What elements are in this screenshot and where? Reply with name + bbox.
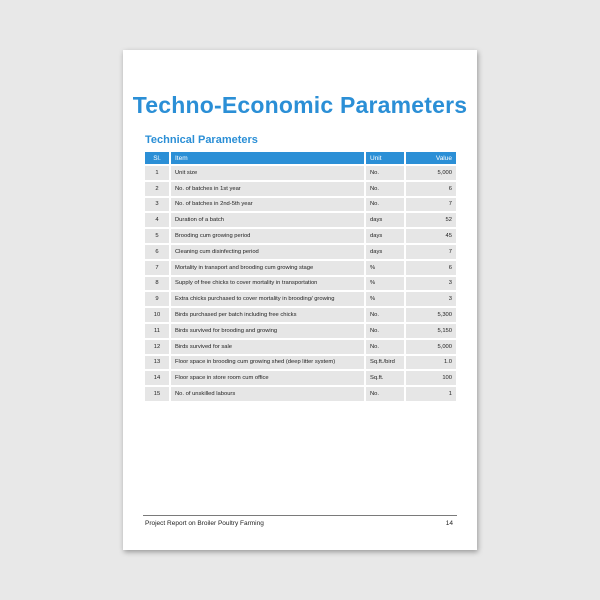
cell-value: 1 [406, 387, 456, 401]
cell-item: Mortality in transport and brooding cum growing stage [171, 261, 364, 275]
table-row [145, 356, 456, 370]
cell-unit: days [366, 229, 404, 243]
cell-item: Duration of a batch [171, 213, 364, 227]
cell-item: Cleaning cum disinfecting period [171, 245, 364, 259]
cell-value: 5,300 [406, 308, 456, 322]
cell-sl: 9 [145, 292, 169, 306]
cell-unit: % [366, 277, 404, 291]
cell-value: 7 [406, 245, 456, 259]
table-row [145, 277, 456, 291]
cell-item: Birds survived for brooding and growing [171, 324, 364, 338]
cell-value: 100 [406, 371, 456, 385]
cell-unit: No. [366, 198, 404, 212]
cell-unit: Sq.ft. [366, 371, 404, 385]
table-row [145, 371, 456, 385]
page-title: Techno-Economic Parameters [132, 92, 468, 118]
cell-unit: % [366, 261, 404, 275]
table-body [145, 166, 456, 401]
cell-sl: 15 [145, 387, 169, 401]
cell-sl: 13 [145, 356, 169, 370]
header-item: Item [171, 152, 364, 164]
header-sl: Sl. [145, 152, 169, 164]
cell-item: Floor space in brooding cum growing shed (deep litter system) [171, 356, 364, 370]
cell-unit: No. [366, 387, 404, 401]
cell-unit: No. [366, 340, 404, 354]
cell-value: 6 [406, 182, 456, 196]
cell-item: Extra chicks purchased to cover mortality in brooding/ growing [171, 292, 364, 306]
cell-value: 1.0 [406, 356, 456, 370]
header-value: Value [406, 152, 456, 164]
cell-sl: 7 [145, 261, 169, 275]
cell-unit: No. [366, 182, 404, 196]
table-row [145, 324, 456, 338]
cell-item: No. of unskilled labours [171, 387, 364, 401]
cell-sl: 3 [145, 198, 169, 212]
cell-value: 45 [406, 229, 456, 243]
cell-sl: 12 [145, 340, 169, 354]
cell-sl: 11 [145, 324, 169, 338]
cell-unit: No. [366, 324, 404, 338]
cell-value: 3 [406, 292, 456, 306]
cell-sl: 14 [145, 371, 169, 385]
section-title: Technical Parameters [145, 134, 258, 146]
document-page [123, 50, 477, 550]
table-header-row [145, 152, 456, 164]
cell-item: No. of batches in 2nd-5th year [171, 198, 364, 212]
cell-unit: Sq.ft./bird [366, 356, 404, 370]
cell-item: Birds purchased per batch including free chicks [171, 308, 364, 322]
cell-item: Brooding cum growing period [171, 229, 364, 243]
cell-item: Floor space in store room cum office [171, 371, 364, 385]
cell-sl: 2 [145, 182, 169, 196]
cell-sl: 4 [145, 213, 169, 227]
cell-value: 6 [406, 261, 456, 275]
cell-value: 5,150 [406, 324, 456, 338]
parameters-table [143, 150, 458, 403]
table-row [145, 213, 456, 227]
table-row [145, 198, 456, 212]
cell-item: No. of batches in 1st year [171, 182, 364, 196]
cell-item: Unit size [171, 166, 364, 180]
table-row [145, 292, 456, 306]
header-unit: Unit [366, 152, 404, 164]
cell-value: 5,000 [406, 166, 456, 180]
table-row [145, 387, 456, 401]
table-row [145, 340, 456, 354]
cell-unit: days [366, 213, 404, 227]
cell-value: 7 [406, 198, 456, 212]
table-row [145, 229, 456, 243]
cell-unit: % [366, 292, 404, 306]
table-row [145, 245, 456, 259]
table-row [145, 182, 456, 196]
cell-unit: days [366, 245, 404, 259]
cell-sl: 5 [145, 229, 169, 243]
cell-sl: 8 [145, 277, 169, 291]
cell-value: 5,000 [406, 340, 456, 354]
footer-title: Project Report on Broiler Poultry Farming [145, 520, 264, 527]
footer-divider [143, 515, 457, 516]
page-number: 14 [445, 520, 453, 527]
table-row [145, 308, 456, 322]
cell-unit: No. [366, 308, 404, 322]
cell-value: 3 [406, 277, 456, 291]
cell-sl: 10 [145, 308, 169, 322]
cell-value: 52 [406, 213, 456, 227]
table-row [145, 261, 456, 275]
cell-sl: 6 [145, 245, 169, 259]
cell-item: Supply of free chicks to cover mortality in transportation [171, 277, 364, 291]
cell-item: Birds survived for sale [171, 340, 364, 354]
cell-sl: 1 [145, 166, 169, 180]
cell-unit: No. [366, 166, 404, 180]
table-row [145, 166, 456, 180]
